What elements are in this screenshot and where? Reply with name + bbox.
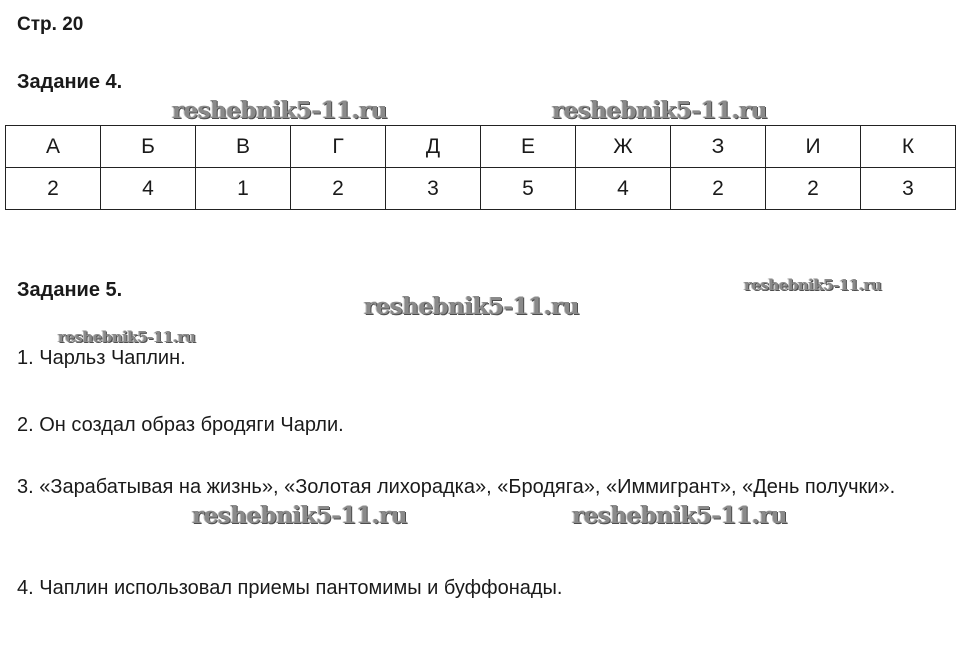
task-5-answer-4: 4. Чаплин использовал приемы пантомимы и буффонады.: [17, 577, 563, 599]
table-cell-number: 4: [101, 168, 196, 210]
watermark: reshebnik5-11.ru: [552, 97, 767, 124]
table-cell-letter: И: [766, 126, 861, 168]
task-5-answer-1: 1. Чарльз Чаплин.: [17, 347, 186, 369]
watermark: reshebnik5-11.ru: [744, 276, 882, 294]
table-cell-number: 3: [861, 168, 956, 210]
watermark: reshebnik5-11.ru: [58, 328, 196, 346]
watermark: reshebnik5-11.ru: [172, 97, 387, 124]
table-row-letters: [6, 126, 956, 168]
table-cell-number: 2: [766, 168, 861, 210]
table-cell-letter: К: [861, 126, 956, 168]
table-cell-letter: Д: [386, 126, 481, 168]
table-cell-number: 3: [386, 168, 481, 210]
table-cell-letter: В: [196, 126, 291, 168]
table-cell-letter: Ж: [576, 126, 671, 168]
task-5-answer-3: 3. «Зарабатывая на жизнь», «Золотая лихорадка», «Бродяга», «Иммигрант», «День получки».: [17, 476, 896, 498]
watermark: reshebnik5-11.ru: [364, 293, 579, 320]
task-4-answer-table: [5, 125, 956, 210]
page-number-header: Стр. 20: [17, 14, 84, 35]
table-cell-number: 2: [671, 168, 766, 210]
table-cell-number: 4: [576, 168, 671, 210]
table-cell-letter: Б: [101, 126, 196, 168]
watermark: reshebnik5-11.ru: [572, 502, 787, 529]
task-5-answer-2: 2. Он создал образ бродяги Чарли.: [17, 414, 344, 436]
table-cell-letter: Г: [291, 126, 386, 168]
table-row-numbers: [6, 168, 956, 210]
task-5-title: Задание 5.: [17, 279, 123, 301]
table-cell-number: 2: [6, 168, 101, 210]
task-4-title: Задание 4.: [17, 71, 123, 93]
table-cell-letter: З: [671, 126, 766, 168]
table-cell-number: 1: [196, 168, 291, 210]
table-cell-letter: Е: [481, 126, 576, 168]
table-cell-letter: А: [6, 126, 101, 168]
table-cell-number: 2: [291, 168, 386, 210]
watermark: reshebnik5-11.ru: [192, 502, 407, 529]
table-cell-number: 5: [481, 168, 576, 210]
